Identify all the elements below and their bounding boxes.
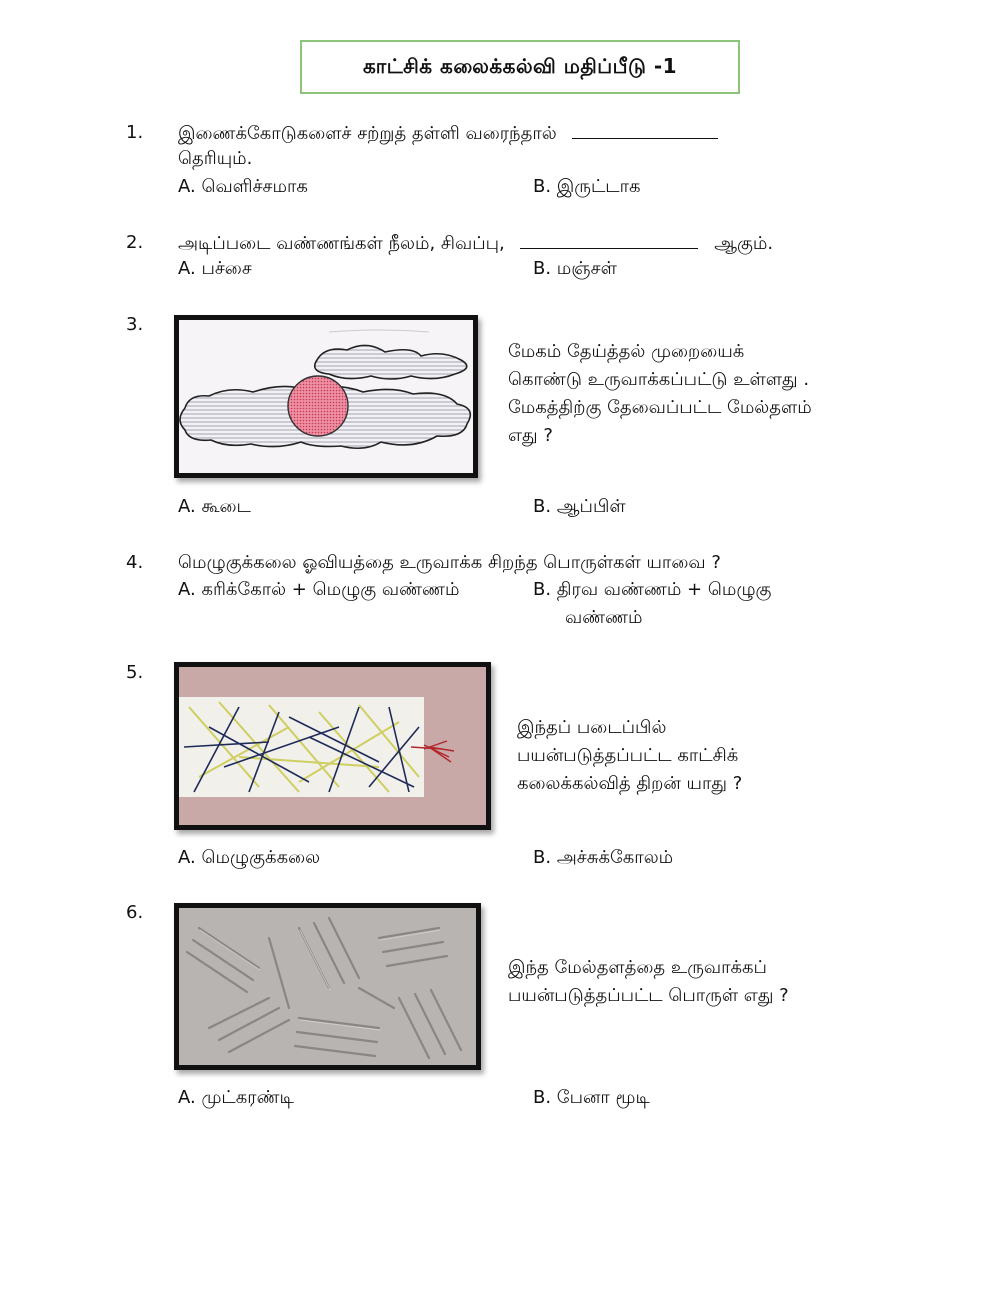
- cloud-rubbing-drawing: [179, 320, 473, 473]
- question-2-number: 2.: [126, 232, 144, 253]
- cloud-rubbing-image: [174, 315, 478, 478]
- question-6-option-a[interactable]: A. முட்கரண்டி: [178, 1087, 294, 1108]
- question-5-option-a[interactable]: A. மெழுகுக்கலை: [178, 847, 321, 868]
- question-1-text-line1: இணைக்கோடுகளைச் சற்றுத் தள்ளி வரைந்தால்: [178, 123, 557, 144]
- question-2-text-before: அடிப்படை வண்ணங்கள் நீலம், சிவப்பு,: [178, 233, 505, 254]
- question-4-text: மெழுகுக்கலை ஓவியத்தை உருவாக்க சிறந்த பொருள்கள் யாவை ?: [178, 552, 721, 573]
- question-2-option-b[interactable]: B. மஞ்சள்: [533, 258, 617, 279]
- question-1-option-a[interactable]: A. வெளிச்சமாக: [178, 176, 308, 197]
- question-1-text: [178, 120, 718, 147]
- crayon-resist-bookmark: [179, 667, 486, 825]
- worksheet-title: காட்சிக் கலைக்கல்வி மதிப்பீடு -1: [300, 40, 740, 94]
- bookmark-image: [174, 662, 491, 830]
- question-1-number: 1.: [126, 122, 144, 143]
- question-5-text: [517, 714, 742, 798]
- question-2-text-after: ஆகும்.: [714, 233, 774, 254]
- question-2-option-a[interactable]: A. பச்சை: [178, 258, 252, 279]
- question-5-number: 5.: [126, 662, 144, 683]
- question-3-text-line1: மேகம் தேய்த்தல் முறையைக்: [508, 341, 745, 362]
- question-3-option-b[interactable]: B. ஆப்பிள்: [533, 496, 626, 517]
- question-4-number: 4.: [126, 552, 144, 573]
- question-3-text-line3: மேகத்திற்கு தேவைப்பட்ட மேல்தளம்: [508, 397, 812, 418]
- question-6-text: [508, 954, 789, 1010]
- question-3-option-a[interactable]: A. கூடை: [178, 496, 251, 517]
- question-3-text-line2: கொண்டு உருவாக்கப்பட்டு உள்ளது .: [508, 369, 810, 390]
- question-2-text: [178, 230, 773, 257]
- fork-scratched-clay: [179, 908, 476, 1065]
- question-3-text: [508, 338, 812, 450]
- question-5-text-line2: பயன்படுத்தப்பட்ட காட்சிக்: [517, 745, 739, 766]
- question-5-text-line1: இந்தப் படைப்பில்: [517, 717, 667, 738]
- question-3-text-line4: எது ?: [508, 425, 553, 446]
- question-6-text-line2: பயன்படுத்தப்பட்ட பொருள் எது ?: [508, 985, 789, 1006]
- question-5-text-line3: கலைக்கல்வித் திறன் யாது ?: [517, 773, 743, 794]
- question-1-text-line2: தெரியும்.: [178, 148, 253, 169]
- question-1-option-b[interactable]: B. இருட்டாக: [533, 176, 641, 197]
- question-6-option-b[interactable]: B. பேனா மூடி: [533, 1087, 650, 1108]
- question-1-blank[interactable]: [572, 120, 718, 139]
- question-6-text-line1: இந்த மேல்தளத்தை உருவாக்கப்: [508, 957, 767, 978]
- clay-texture-image: [174, 903, 481, 1070]
- question-4-option-a[interactable]: A. கரிக்கோல் + மெழுகு வண்ணம்: [178, 579, 460, 600]
- question-3-number: 3.: [126, 314, 144, 335]
- question-4-option-b-line2: வண்ணம்: [565, 607, 643, 628]
- question-5-option-b[interactable]: B. அச்சுக்கோலம்: [533, 847, 674, 868]
- question-6-number: 6.: [126, 902, 144, 923]
- question-4-option-b[interactable]: [533, 577, 771, 631]
- question-4-option-b-line1: B. திரவ வண்ணம் + மெழுகு: [533, 579, 772, 600]
- question-2-blank[interactable]: [520, 230, 698, 249]
